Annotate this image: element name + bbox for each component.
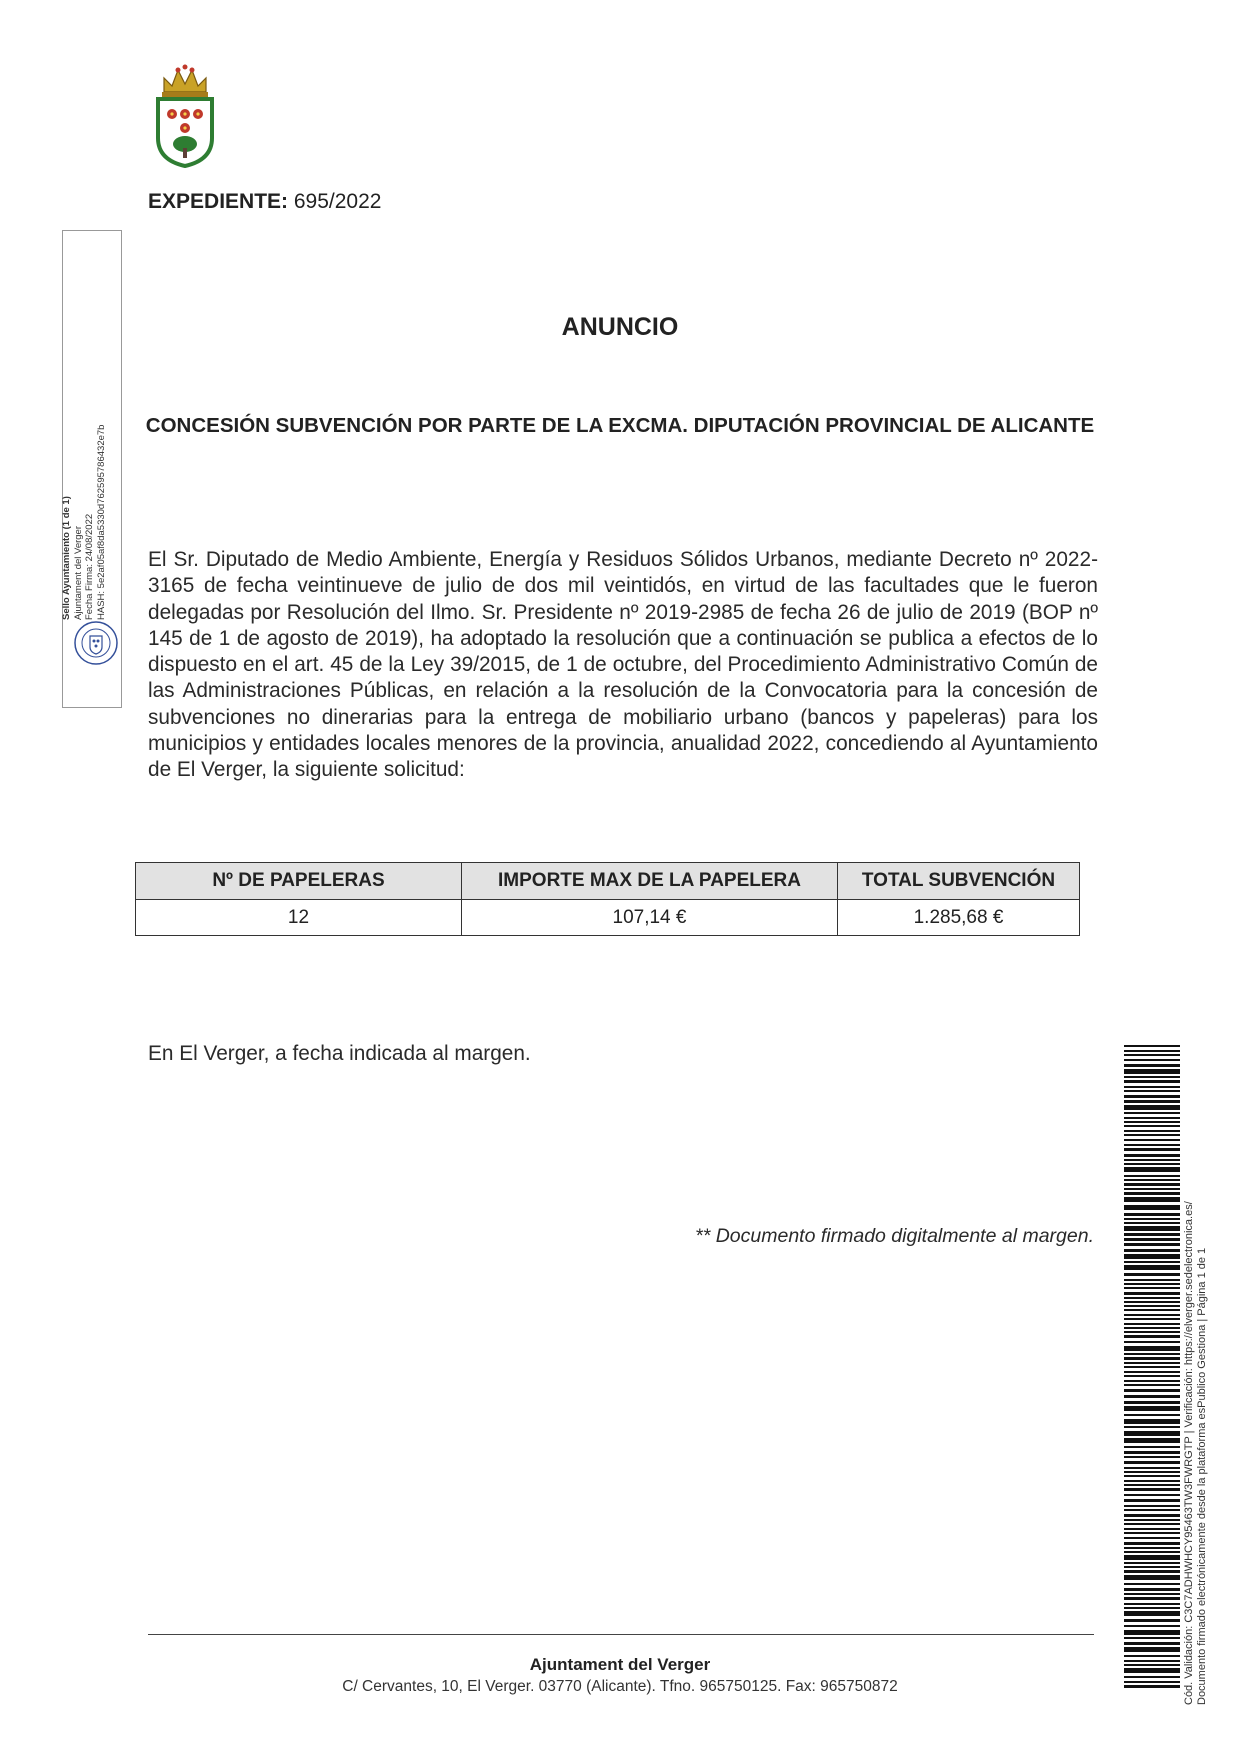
barcode-bar (1124, 1045, 1180, 1047)
barcode-bar (1124, 1593, 1180, 1595)
barcode-bar (1124, 1273, 1180, 1276)
barcode-bar (1124, 1323, 1180, 1325)
table-cell: 1.285,68 € (838, 900, 1080, 936)
barcode-bar (1124, 1243, 1180, 1246)
barcode-bar (1124, 1505, 1180, 1507)
barcode-bar (1124, 1642, 1180, 1645)
barcode-bar (1124, 1603, 1180, 1605)
barcode-bar (1124, 1519, 1180, 1521)
barcode-bar (1124, 1488, 1180, 1491)
barcode-bar (1124, 1570, 1180, 1573)
seal-title: Sello Ayuntamiento (1 de 1) (61, 496, 72, 620)
barcode-bar (1124, 1218, 1180, 1220)
barcode-bar (1124, 1446, 1180, 1448)
barcode-bar (1124, 1163, 1180, 1165)
barcode-bar (1124, 1555, 1180, 1560)
barcode-bar (1124, 1619, 1180, 1622)
barcode-bar (1124, 1414, 1180, 1416)
seal-text (61, 320, 121, 620)
barcode-bar (1124, 1064, 1180, 1067)
barcode-bar (1124, 1451, 1180, 1454)
barcode-bar (1124, 1551, 1180, 1553)
barcode-bar (1124, 1112, 1180, 1114)
barcode-bar (1124, 1611, 1180, 1616)
body-paragraph: El Sr. Diputado de Medio Ambiente, Energía y Residuos Sólidos Urbanos, mediante Decreto nº 2022-3165 de fecha veintinueve de julio de dos mil veintidós, en virtud de las facultades que le fueron delegadas por Resolución del Ilmo. Sr. Presidente nº 2019-2985 de fecha 26 de julio de 2019 (BOP nº 145 de 1 de agosto de 2019), ha adoptado la resolución que a continuación se publica a efectos de lo dispuesto en el art. 45 de la Ley 39/2015, de 1 de octubre, del Procedimiento Administrativo Común de las Administraciones Públicas, en relación a la resolución de la Convocatoria para la concesión de subvenciones no dinerarias para la entrega de mobiliario urbano (bancos y papeleras) para los municipios y entidades locales menores de la provincia, anualidad 2022, concediendo al Ayuntamiento de El Verger, la siguiente solicitud: (148, 548, 1098, 782)
footer-divider (148, 1634, 1094, 1635)
barcode-bar (1124, 1597, 1180, 1600)
barcode-bar (1124, 1054, 1180, 1056)
barcode-bar (1124, 1566, 1180, 1568)
barcode-bar (1124, 1647, 1180, 1652)
barcode-bar (1124, 1575, 1180, 1580)
subsidy-table (135, 862, 1080, 936)
barcode-bar (1124, 1426, 1180, 1428)
barcode-bar (1124, 1588, 1180, 1591)
barcode-bar (1124, 1213, 1180, 1216)
barcode-bar (1124, 1283, 1180, 1285)
barcode-bar (1124, 1637, 1180, 1639)
barcode-bar (1124, 1401, 1180, 1404)
barcode-bar (1124, 1499, 1180, 1502)
barcode-bar (1124, 1625, 1180, 1627)
barcode-bar (1124, 1389, 1180, 1392)
barcode-bar (1124, 1134, 1180, 1136)
barcode-bar (1124, 1226, 1180, 1231)
barcode-bar (1124, 1059, 1180, 1061)
barcode-bar (1124, 1509, 1180, 1511)
barcode-bar (1124, 1461, 1180, 1464)
footer-address: C/ Cervantes, 10, El Verger. 03770 (Alicante). Tfno. 965750125. Fax: 965750872 (342, 1678, 898, 1695)
barcode-bar (1124, 1318, 1180, 1320)
seal-stamp-icon (73, 620, 119, 666)
barcode-bar (1124, 1050, 1180, 1052)
barcode-bar (1124, 1341, 1180, 1343)
barcode-bar (1124, 1125, 1180, 1127)
barcode-bar (1124, 1537, 1180, 1539)
barcode-bar (1124, 1105, 1180, 1110)
closing-line: En El Verger, a fecha indicada al margen. (148, 1042, 531, 1065)
barcode-bar (1124, 1121, 1180, 1123)
table-header-row (136, 863, 1080, 900)
barcode-bar (1124, 1532, 1180, 1534)
barcode-bar (1124, 1547, 1180, 1549)
barcode-bar (1124, 1467, 1180, 1469)
table-header-cell: TOTAL SUBVENCIÓN (838, 863, 1080, 900)
barcode-bar (1124, 1279, 1180, 1281)
barcode-bar (1124, 1144, 1180, 1146)
barcode-bar (1124, 1292, 1180, 1295)
barcode-bar (1124, 1309, 1180, 1311)
barcode-bar (1124, 1542, 1180, 1545)
validation-line-2: Documento firmado electrónicamente desde la plataforma esPublico Gestiona | Página 1 de 1 (1196, 1247, 1208, 1705)
table-row (136, 900, 1080, 936)
barcode-bar (1124, 1346, 1180, 1351)
barcode-bar (1124, 1076, 1180, 1078)
barcode-bar (1124, 1562, 1180, 1564)
barcode-bar (1124, 1583, 1180, 1585)
barcode-bar (1124, 1484, 1180, 1486)
barcode-bar (1124, 1154, 1180, 1157)
barcode-bar (1124, 1528, 1180, 1530)
expediente-label: EXPEDIENTE: (148, 190, 289, 213)
barcode-bar (1124, 1380, 1180, 1382)
barcode-bar (1124, 1287, 1180, 1289)
barcode-bar (1124, 1371, 1180, 1373)
barcode-bar (1124, 1331, 1180, 1333)
barcode-bar (1124, 1238, 1180, 1241)
expediente-number: 695/2022 (293, 190, 382, 213)
barcode-bar (1124, 1159, 1180, 1161)
barcode-bar (1124, 1327, 1180, 1329)
barcode-icon (1124, 1045, 1180, 1690)
validation-line-1: Cód. Validación: C3C7ADHWHCY95463TW3FWRGTP | Verificación: https://elverger.sedelectronica.es/ (1183, 1201, 1195, 1705)
barcode-bar (1124, 1090, 1180, 1092)
barcode-bar (1124, 1086, 1180, 1088)
barcode-bar (1124, 1069, 1180, 1074)
barcode-bar (1124, 1222, 1180, 1224)
barcode-bar (1124, 1314, 1180, 1316)
barcode-bar (1124, 1148, 1180, 1151)
barcode-bar (1124, 1366, 1180, 1368)
table-cell: 107,14 € (462, 900, 838, 936)
seal-line-1: Ajuntament del Verger (72, 525, 84, 620)
barcode-bar (1124, 1362, 1180, 1364)
barcode-bar (1124, 1192, 1180, 1195)
barcode-bar (1124, 1395, 1180, 1398)
barcode-bar (1124, 1419, 1180, 1424)
barcode-bar (1124, 1514, 1180, 1517)
validation-text (1183, 1045, 1223, 1705)
barcode-bar (1124, 1384, 1180, 1386)
barcode-bar (1124, 1139, 1180, 1141)
barcode-bar (1124, 1100, 1180, 1103)
barcode-bar (1124, 1357, 1180, 1360)
barcode-bar (1124, 1205, 1180, 1210)
barcode-bar (1124, 1523, 1180, 1525)
barcode-bar (1124, 1117, 1180, 1119)
subtitle: CONCESIÓN SUBVENCIÓN POR PARTE DE LA EXCMA. DIPUTACIÓN PROVINCIAL DE ALICANTE (145, 414, 1095, 437)
barcode-bar (1124, 1183, 1180, 1186)
barcode-bar (1124, 1305, 1180, 1307)
footer-organization: Ajuntament del Verger (529, 1655, 711, 1674)
seal-line-2: Fecha Firma: 24/08/2022 (84, 513, 95, 620)
barcode-bar (1124, 1175, 1180, 1177)
barcode-bar (1124, 1335, 1180, 1338)
expediente-line (148, 190, 381, 214)
barcode-bar (1124, 1167, 1180, 1172)
barcode-bar (1124, 1353, 1180, 1355)
barcode-bar (1124, 1471, 1180, 1473)
page-title: ANUNCIO (561, 313, 679, 341)
municipal-crest-icon (150, 62, 220, 170)
barcode-bar (1124, 1630, 1180, 1635)
barcode-bar (1124, 1233, 1180, 1236)
barcode-bar (1124, 1080, 1180, 1083)
barcode-bar (1124, 1607, 1180, 1609)
barcode-bar (1124, 1261, 1180, 1263)
barcode-bar (1124, 1431, 1180, 1436)
barcode-bar (1124, 1179, 1180, 1181)
seal-line-3: HASH: 5e2af05af8da5330d762595786432e7b (95, 424, 107, 620)
barcode-bar (1124, 1265, 1180, 1270)
barcode-bar (1124, 1095, 1180, 1098)
barcode-bar (1124, 1494, 1180, 1496)
barcode-bar (1124, 1249, 1180, 1252)
barcode-bar (1124, 1375, 1180, 1377)
barcode-bar (1124, 1438, 1180, 1443)
table-header-cell: Nº DE PAPELERAS (136, 863, 462, 900)
barcode-bar (1124, 1480, 1180, 1482)
barcode-bar (1124, 1130, 1180, 1132)
barcode-bar (1124, 1188, 1180, 1190)
signature-note: ** Documento firmado digitalmente al margen. (695, 1225, 1094, 1247)
barcode-bar (1124, 1297, 1180, 1299)
barcode-bar (1124, 1456, 1180, 1458)
barcode-bar (1124, 1197, 1180, 1202)
table-header-cell: IMPORTE MAX DE LA PAPELERA (462, 863, 838, 900)
barcode-bar (1124, 1254, 1180, 1259)
barcode-bar (1124, 1406, 1180, 1411)
barcode-bar (1124, 1301, 1180, 1303)
table-cell: 12 (136, 900, 462, 936)
barcode-bar (1124, 1475, 1180, 1477)
